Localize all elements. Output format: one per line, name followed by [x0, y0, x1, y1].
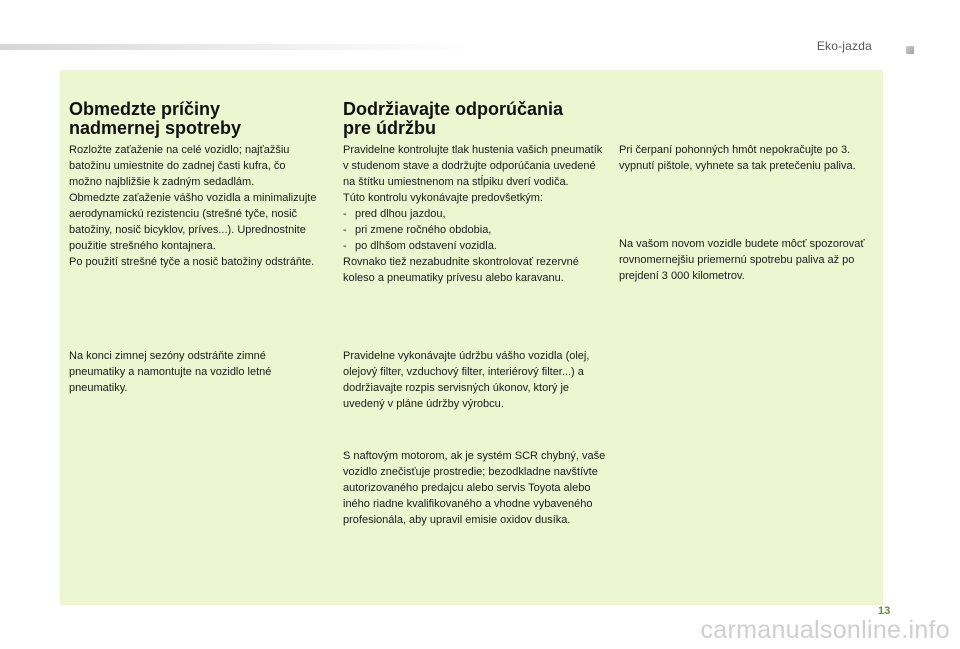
spare-wheel-note: Rovnako tiež nezabudnite skontrolovať rezervné koleso a pneumatiky prívesu alebo karavanu.	[343, 256, 579, 284]
tyre-pressure-paragraph	[343, 142, 608, 286]
heading-line-2: nadmernej spotreby	[69, 118, 242, 138]
heading-line-1: Dodržiavajte odporúčania	[343, 99, 564, 119]
heading-reduce-consumption	[69, 100, 329, 138]
list-item: - pred dlhou jazdou,	[343, 208, 446, 220]
check-occasions-list	[343, 206, 608, 254]
refuelling-paragraph: Pri čerpaní pohonných hmôt nepokračujte po 3. vypnutí pištole, vyhnete sa tak pretečeniu paliva.	[619, 144, 856, 172]
content-panel	[60, 70, 883, 605]
page-number: 13	[878, 605, 891, 617]
service-schedule-paragraph: Pravidelne vykonávajte údržbu vášho vozidla (olej, olejový filter, vzduchový filter, interiérový filter...) a dodržiavajte rozpis servisných úkonov, ktorý je uvedený v pláne údržby výrobcu.	[343, 350, 590, 410]
header-rule	[0, 44, 470, 50]
load-advice-paragraph: Rozložte zaťaženie na celé vozidlo; najťažšiu batožinu umiestnite do zadnej časti kufra, čo možno najbližšie k zadným sedadlám. Obmedzte zaťaženie vášho vozidla a minimalizujte aerodynamickú rezistenciu (strešné tyče, nosič batožiny, nosič bicyklov, príves...). Uprednostnite použitie strešného kontajnera. Po použití strešné tyče a nosič batožiny odstráňte.	[69, 144, 317, 268]
scr-system-paragraph: S naftovým motorom, ak je systém SCR chybný, vaše vozidlo znečisťuje prostredie; bezodkladne navštívte autorizovaného predajcu alebo servis Toyota alebo iného riadne kvalifikovaného a vhodne vybaveného profesionála, aby upravil emisie oxidov dusíka.	[343, 450, 606, 526]
winter-tyres-paragraph: Na konci zimnej sezóny odstráňte zimné pneumatiky a namontujte na vozidlo letné pneumatiky.	[69, 350, 272, 394]
section-title: Eko-jazda	[816, 39, 872, 53]
watermark-text: carmanualsonline.info	[700, 616, 950, 644]
tyre-pressure-intro: Pravidelne kontrolujte tlak hustenia vašich pneumatík v studenom stave a dodržujte odporúčania uvedené na štítku umiestnenom na stĺpiku dverí vodiča. Túto kontrolu vykonávajte predovšetkým:	[343, 144, 603, 204]
section-marker-icon	[906, 46, 914, 54]
heading-line-1: Obmedzte príčiny	[69, 99, 221, 119]
heading-line-2: pre údržbu	[343, 118, 436, 138]
list-item: - pri zmene ročného obdobia,	[343, 224, 492, 236]
new-vehicle-consumption-paragraph: Na vašom novom vozidle budete môcť spozorovať rovnomernejšiu priemernú spotrebu paliva až po prejdení 3 000 kilometrov.	[619, 238, 865, 282]
list-item: - po dlhšom odstavení vozidla.	[343, 240, 497, 252]
heading-maintenance	[343, 100, 613, 138]
